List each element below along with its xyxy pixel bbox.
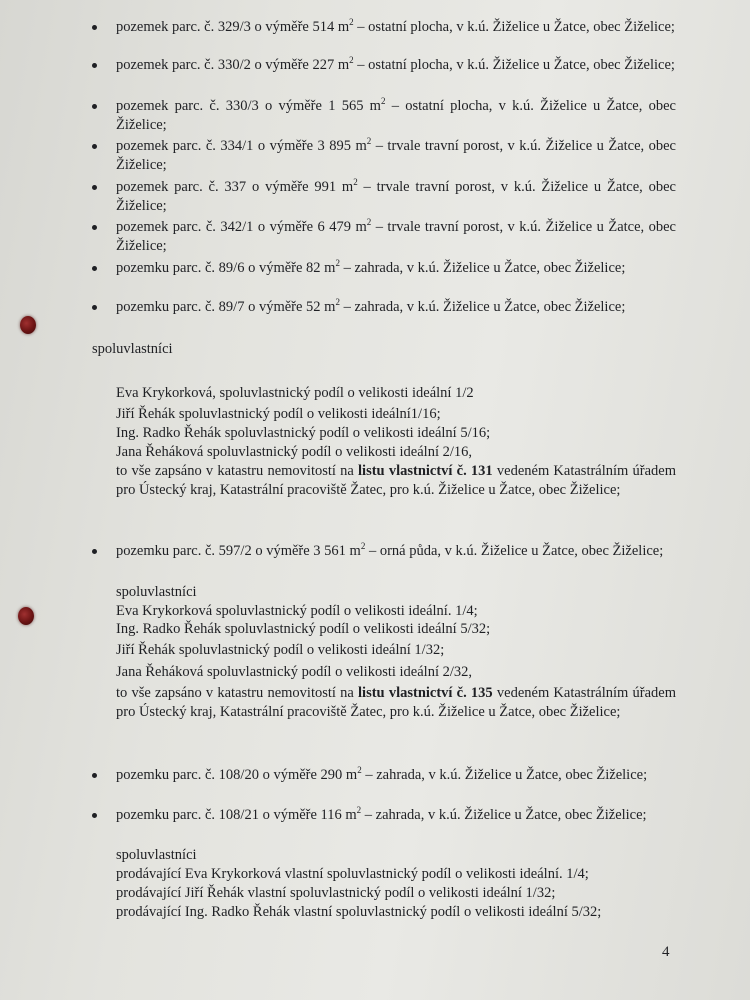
owner-text: Jana Řeháková spoluvlastnický podíl o velikosti ideální 2/32, bbox=[116, 664, 473, 680]
parcel-text: – trvale travní porost, v k.ú. Žiželice u Žatce, obec Žiželice; bbox=[116, 138, 676, 173]
parcel-text: pozemek parc. č. 334/1 o výměře 3 895 m bbox=[116, 138, 367, 154]
parcel-text: – zahrada, v k.ú. Žiželice u Žatce, obec Žiželice; bbox=[339, 299, 626, 315]
superscript: 2 bbox=[380, 96, 386, 107]
parcel-text: – ostatní plocha, v k.ú. Žiželice u Žatce, obec Žiželice; bbox=[353, 57, 675, 73]
parcel-text: – zahrada, v k.ú. Žiželice u Žatce, obec Žiželice; bbox=[361, 767, 648, 783]
parcel-text: – zahrada, v k.ú. Žiželice u Žatce, obec Žiželice; bbox=[361, 807, 647, 823]
parcel-text: pozemku parc. č. 108/20 o výměře 290 m bbox=[116, 767, 358, 783]
parcel-text: – orná půda, v k.ú. Žiželice u Žatce, obec Žiželice; bbox=[365, 543, 664, 559]
parcel-text: – trvale travní porost, v k.ú. Žiželice u Žatce, obec Žiželice; bbox=[116, 179, 676, 214]
bullet-icon bbox=[92, 549, 97, 554]
owner-text: Eva Krykorková, spoluvlastnický podíl o velikosti ideální 1/2 bbox=[116, 385, 474, 401]
owner-text: Eva Krykorková spoluvlastnický podíl o velikosti ideální. 1/4; bbox=[116, 603, 478, 619]
superscript: 2 bbox=[357, 765, 362, 776]
superscript: 2 bbox=[349, 17, 354, 28]
section-label-text: spoluvlastníci bbox=[116, 847, 197, 863]
superscript: 2 bbox=[366, 136, 372, 147]
parcel-text: pozemek parc. č. 329/3 o výměře 514 m bbox=[116, 19, 350, 35]
owner-text: Ing. Radko Řehák spoluvlastnický podíl o velikosti ideální 5/32; bbox=[116, 621, 491, 637]
punch-hole bbox=[20, 316, 36, 334]
bullet-icon bbox=[92, 266, 97, 271]
bullet-icon bbox=[92, 225, 97, 230]
punch-hole bbox=[18, 607, 34, 625]
superscript: 2 bbox=[356, 805, 362, 816]
page-number: 4 bbox=[662, 944, 670, 960]
parcel-text: – zahrada, v k.ú. Žiželice u Žatce, obec Žiželice; bbox=[339, 260, 626, 276]
parcel-text: pozemek parc. č. 330/3 o výměře 1 565 m bbox=[116, 98, 381, 114]
owner-text: Jiří Řehák spoluvlastnický podíl o velikosti ideální1/16; bbox=[116, 406, 441, 422]
bullet-icon bbox=[92, 25, 97, 30]
parcel-text: pozemku parc. č. 108/21 o výměře 116 m bbox=[116, 807, 357, 823]
bullet-icon bbox=[92, 104, 97, 109]
superscript: 2 bbox=[349, 55, 354, 66]
parcel-text: pozemku parc. č. 89/6 o výměře 82 m bbox=[116, 260, 336, 276]
bullet-icon bbox=[92, 813, 97, 818]
owner-text: Jana Řeháková spoluvlastnický podíl o velikosti ideální 2/16, bbox=[116, 444, 473, 460]
owner-text: Ing. Radko Řehák spoluvlastnický podíl o velikosti ideální 5/16; bbox=[116, 425, 491, 441]
parcel-text: – ostatní plocha, v k.ú. Žiželice u Žatce, obec Žiželice; bbox=[116, 98, 676, 133]
bullet-icon bbox=[92, 773, 97, 778]
superscript: 2 bbox=[353, 177, 358, 188]
bullet-icon bbox=[92, 305, 97, 310]
section-label-text: spoluvlastníci bbox=[92, 341, 173, 357]
parcel-text: pozemek parc. č. 342/1 o výměře 6 479 m bbox=[116, 219, 367, 235]
bullet-icon bbox=[92, 63, 97, 68]
note-bold: listu vlastnictví č. 131 bbox=[358, 463, 493, 479]
owner-text: Jiří Řehák spoluvlastnický podíl o velikosti ideální 1/32; bbox=[116, 642, 445, 658]
parcel-text: pozemek parc. č. 337 o výměře 991 m bbox=[116, 179, 354, 195]
note-text: to vše zapsáno v katastru nemovitostí na bbox=[116, 463, 359, 479]
note-text: vedeném Katastrálním úřadem pro Ústecký kraj, Katastrální pracoviště Žatec, pro k.ú. Žiželice u Žatce, obec Žiželice; bbox=[116, 685, 676, 720]
seller-text: prodávající Jiří Řehák vlastní spoluvlastnický podíl o velikosti ideální 1/32; bbox=[116, 885, 556, 901]
bullet-icon bbox=[92, 144, 97, 149]
bullet-icon bbox=[92, 185, 97, 190]
parcel-text: pozemku parc. č. 89/7 o výměře 52 m bbox=[116, 299, 336, 315]
seller-text: prodávající Ing. Radko Řehák vlastní spoluvlastnický podíl o velikosti ideální 5/32; bbox=[116, 904, 602, 920]
note-bold: listu vlastnictví č. 135 bbox=[358, 685, 493, 701]
superscript: 2 bbox=[360, 541, 366, 552]
note-text: vedeném Katastrálním úřadem pro Ústecký kraj, Katastrální pracoviště Žatec, pro k.ú. Žiželice u Žatce, obec Žiželice; bbox=[116, 463, 676, 498]
section-label-text: spoluvlastníci bbox=[116, 584, 197, 600]
superscript: 2 bbox=[335, 297, 340, 308]
seller-text: prodávající Eva Krykorková vlastní spoluvlastnický podíl o velikosti ideální. 1/4; bbox=[116, 866, 589, 882]
parcel-text: – ostatní plocha, v k.ú. Žiželice u Žatce, obec Žiželice; bbox=[353, 19, 675, 35]
superscript: 2 bbox=[335, 258, 340, 269]
parcel-text: pozemku parc. č. 597/2 o výměře 3 561 m bbox=[116, 543, 361, 559]
parcel-text: – trvale travní porost, v k.ú. Žiželice u Žatce, obec Žiželice; bbox=[116, 219, 676, 254]
parcel-text: pozemek parc. č. 330/2 o výměře 227 m bbox=[116, 57, 350, 73]
superscript: 2 bbox=[366, 217, 372, 228]
note-text: to vše zapsáno v katastru nemovitostí na bbox=[116, 685, 359, 701]
